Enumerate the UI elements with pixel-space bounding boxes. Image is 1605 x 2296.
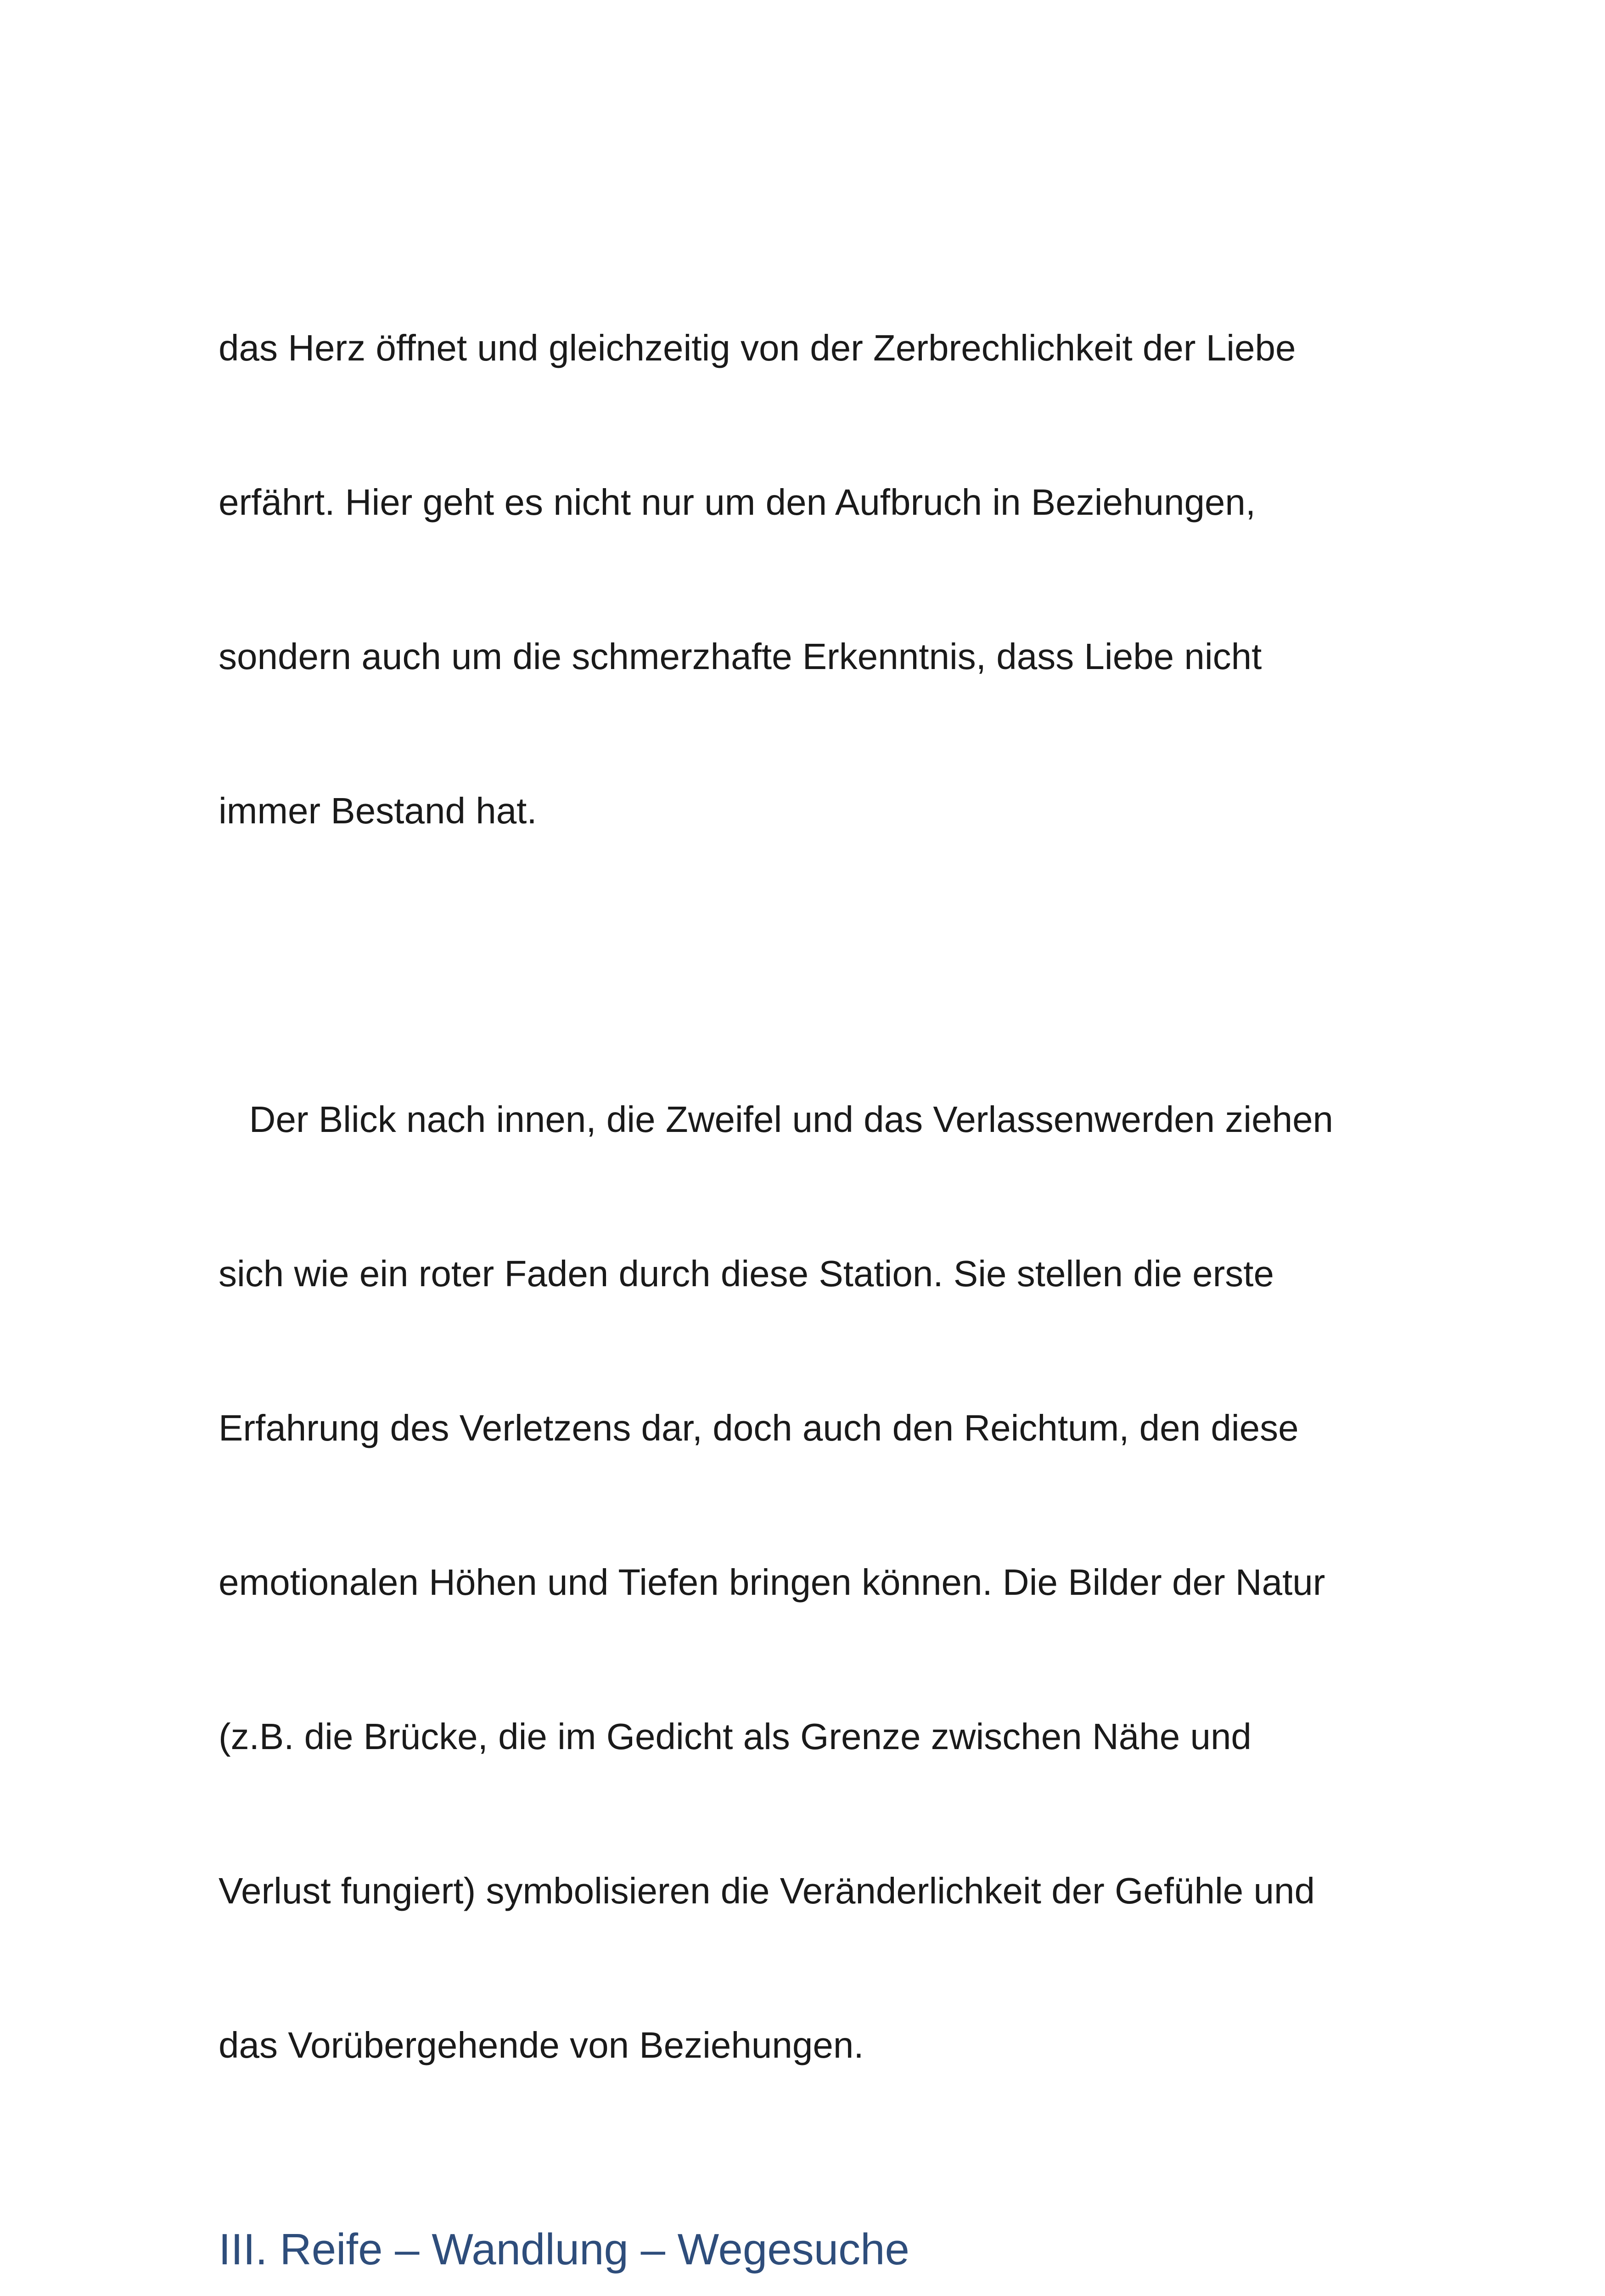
text-line: Erfahrung des Verletzens dar, doch auch den Reichtum, den diese [219, 1407, 1299, 1448]
paragraph-inner-view [219, 991, 1421, 2174]
text-line: (z.B. die Brücke, die im Gedicht als Grenze zwischen Nähe und [219, 1716, 1251, 1757]
text-line: das Herz öffnet und gleichzeitig von der Zerbrechlichkeit der Liebe [219, 327, 1296, 368]
text-line: Der Blick nach innen, die Zweifel und das Verlassenwerden ziehen [219, 1099, 1334, 1140]
text-line: erfährt. Hier geht es nicht nur um den Aufbruch in Beziehungen, [219, 482, 1256, 523]
section-heading-reife: III. Reife – Wandlung – Wegesuche [219, 2225, 909, 2274]
text-line: das Vorübergehende von Beziehungen. [219, 2025, 864, 2065]
text-line: immer Bestand hat. [219, 790, 537, 831]
text-line: Verlust fungiert) symbolisieren die Veränderlichkeit der Gefühle und [219, 1870, 1315, 1911]
text-line: sondern auch um die schmerzhafte Erkenntnis, dass Liebe nicht [219, 636, 1262, 677]
paragraph-love-fragility [219, 219, 1421, 940]
text-line: sich wie ein roter Faden durch diese Station. Sie stellen die erste [219, 1253, 1274, 1294]
text-line: emotionalen Höhen und Tiefen bringen können. Die Bilder der Natur [219, 1562, 1325, 1603]
document-body [219, 219, 1421, 2296]
